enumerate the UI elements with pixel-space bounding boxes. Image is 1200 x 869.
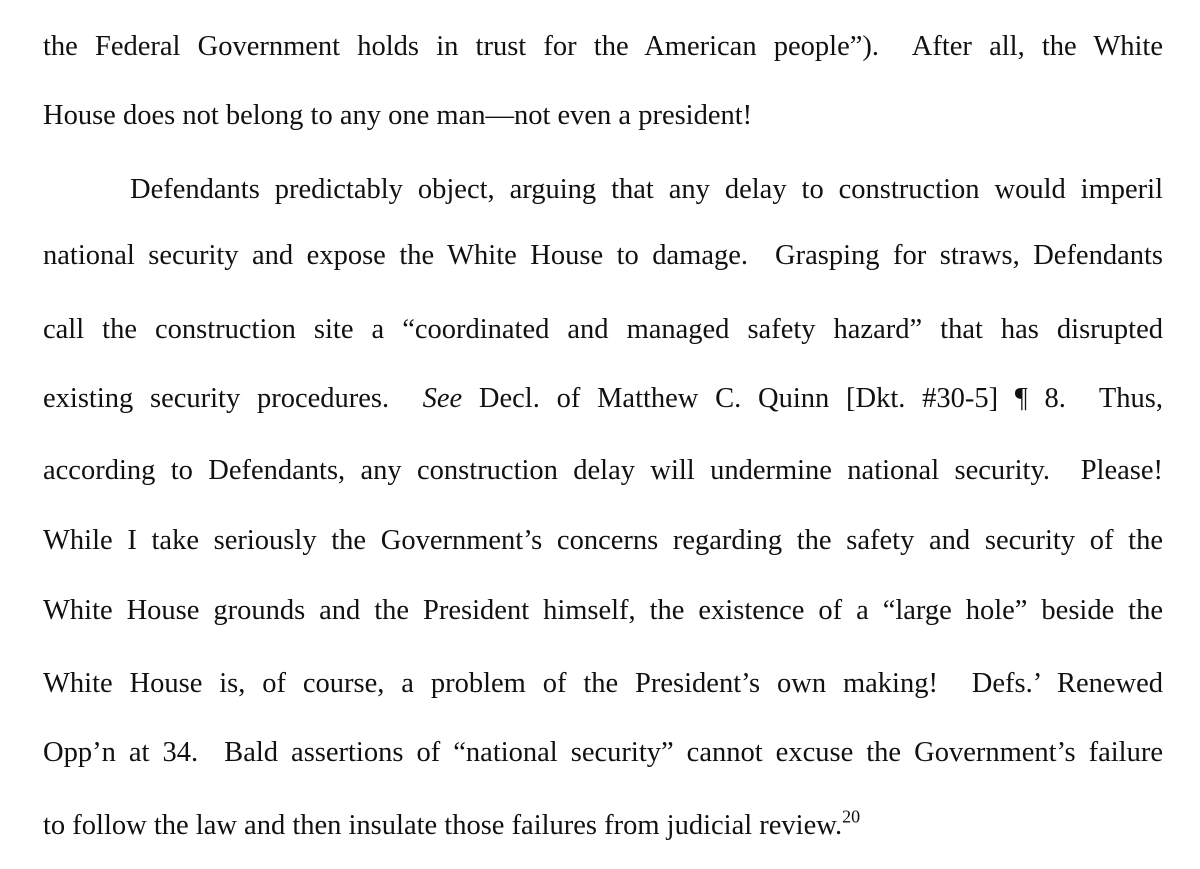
- text-line-7: [43, 451, 1163, 491]
- text-segment: While I take seriously the Government’s concerns regarding the safety and security of the: [43, 525, 1163, 556]
- text-segment: to follow the law and then insulate those failures from judicial review.: [43, 810, 843, 841]
- text-line-8: [43, 521, 1163, 561]
- text-line-9: [43, 591, 1163, 631]
- text-line-11: [43, 733, 1163, 773]
- text-segment: Opp’n at 34. Bald assertions of “national security” cannot excuse the Government’s failure: [43, 737, 1163, 768]
- text-line-1: [43, 27, 1163, 67]
- text-line-4: [43, 236, 1163, 276]
- citation-signal: See: [422, 383, 463, 414]
- text-segment: call the construction site a “coordinated and managed safety hazard” that has disrupted: [43, 314, 1163, 345]
- text-line-5: [43, 310, 1163, 350]
- text-line-12: [43, 806, 1163, 846]
- text-segment: Decl. of Matthew C. Quinn [Dkt. #30-5] ¶ 8. Thus,: [462, 383, 1164, 414]
- text-segment: the Federal Government holds in trust for the American people”). After all, the White: [43, 31, 1163, 62]
- text-segment: House does not belong to any one man—not even a president!: [43, 100, 753, 131]
- text-segment: existing security procedures.: [43, 383, 423, 414]
- text-segment: Defendants predictably object, arguing that any delay to construction would imperil: [130, 174, 1163, 205]
- footnote-reference[interactable]: 20: [842, 806, 861, 827]
- text-line-2: [43, 96, 1163, 136]
- text-segment: national security and expose the White House to damage. Grasping for straws, Defendants: [43, 240, 1163, 271]
- text-line-10: [43, 664, 1163, 704]
- text-segment: White House is, of course, a problem of the President’s own making! Defs.’ Renewed: [43, 668, 1163, 699]
- text-line-6: [43, 379, 1163, 419]
- text-segment: according to Defendants, any construction delay will undermine national security. Please!: [43, 455, 1163, 486]
- text-line-3: [130, 170, 1163, 210]
- text-segment: White House grounds and the President himself, the existence of a “large hole” beside the: [43, 595, 1163, 626]
